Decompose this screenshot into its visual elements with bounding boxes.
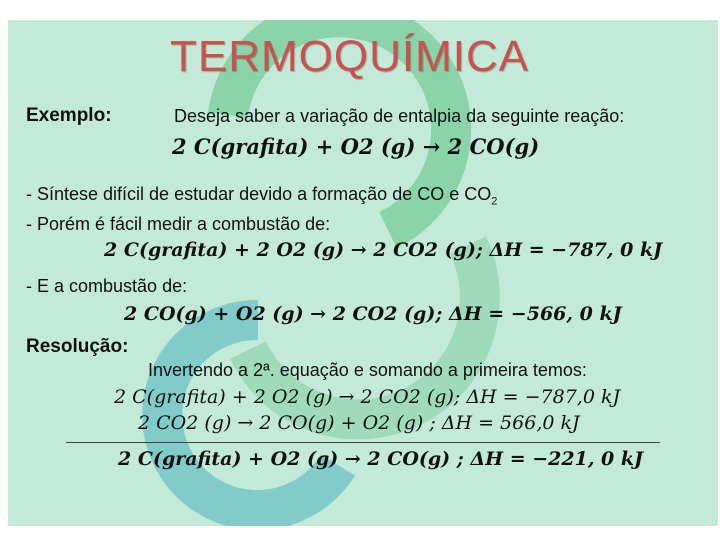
- resolution-equation-2: 2 CO2 (g) → 2 CO(g) + O2 (g) ; ΔH = 566,0 kJ: [138, 412, 580, 434]
- example-label: Exemplo:: [26, 105, 112, 126]
- intro-text: Deseja saber a variação de entalpia da seguinte reação:: [174, 106, 625, 126]
- bullet-combustion-2: - E a combustão de:: [26, 276, 188, 296]
- main-reaction: 2 C(grafita) + O2 (g) → 2 CO(g): [172, 134, 540, 159]
- reaction-b: 2 CO(g) + O2 (g) → 2 CO2 (g); ΔH = −566, 0 kJ: [124, 303, 622, 325]
- bullet-combustion: - Porém é fácil medir a combustão de:: [26, 214, 331, 234]
- resolution-equation-1: 2 C(grafita) + 2 O2 (g) → 2 CO2 (g); ΔH = −787,0 kJ: [114, 386, 621, 408]
- final-equation: 2 C(grafita) + O2 (g) → 2 CO(g) ; ΔH = −221, 0 kJ: [118, 448, 644, 470]
- page-title: TERMOQUÍMICA: [170, 32, 530, 81]
- bullet-synthesis: - Síntese difícil de estudar devido a formação de CO e $CO_2$: [26, 184, 498, 208]
- resolution-text: Invertendo a 2ª. equação e somando a primeira temos:: [148, 360, 587, 380]
- resolution-label: Resolução:: [26, 336, 129, 357]
- sum-divider: [66, 442, 660, 443]
- slide: [8, 20, 718, 526]
- reaction-a: 2 C(grafita) + 2 O2 (g) → 2 CO2 (g); ΔH = −787, 0 kJ: [104, 239, 663, 261]
